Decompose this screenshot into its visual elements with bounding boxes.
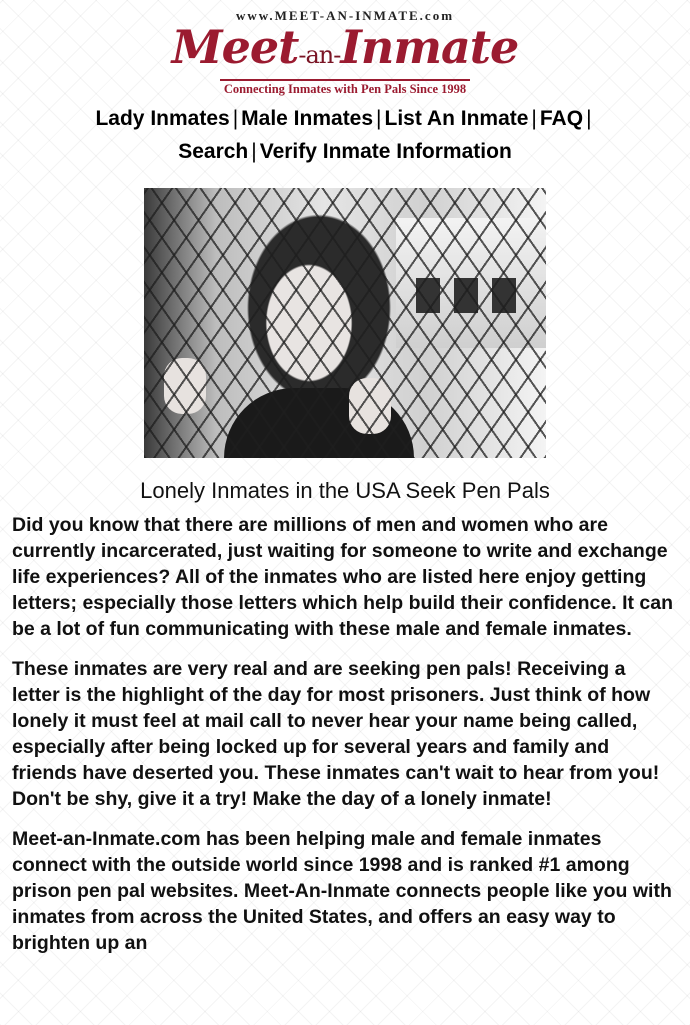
nav-verify-inmate-information[interactable]: Verify Inmate Information: [259, 140, 512, 163]
logo-word-inmate: Inmate: [340, 20, 519, 74]
nav-faq[interactable]: FAQ: [539, 107, 584, 130]
main-nav: [0, 102, 690, 168]
intro-paragraph-3: Meet-an-Inmate.com has been helping male and female inmates connect with the outside world since 1998 and is ranked #1 among prison pen pal websites. Meet-An-Inmate connects people like you with inmates from across the United States, and offers an easy way to brighten up an: [12, 828, 672, 954]
site-logo[interactable]: [0, 20, 690, 78]
hero-image-wrapper: [0, 188, 690, 458]
nav-search[interactable]: Search: [178, 140, 249, 163]
photo-chain-link-fence: [144, 188, 546, 458]
main-content: [0, 478, 690, 956]
page-title: Lonely Inmates in the USA Seek Pen Pals: [140, 478, 550, 503]
nav-separator: |: [376, 107, 382, 130]
hero-photo-woman-behind-fence: [144, 188, 546, 458]
nav-separator: |: [531, 107, 537, 130]
nav-list-an-inmate[interactable]: List An Inmate: [384, 107, 529, 130]
logo-word-meet: Meet: [171, 20, 299, 74]
nav-separator: |: [232, 107, 239, 130]
intro-paragraph-1: Did you know that there are millions of men and women who are currently incarcerated, just waiting for someone to write and exchange life experiences? All of the inmates who are listed here enjoy getting letters; especially those letters which help build their confidence. It can be a lot of fun communicating with these male and female inmates.: [12, 514, 674, 640]
site-url: www.MEET-AN-INMATE.com: [235, 8, 455, 23]
nav-male-inmates[interactable]: Male Inmates: [241, 107, 374, 130]
logo-word-an: -an-: [298, 41, 341, 69]
nav-separator: |: [586, 107, 592, 130]
intro-paragraph-2: These inmates are very real and are seeking pen pals! Receiving a letter is the highlight of the day for most prisoners. Just think of how lonely it must feel at mail call to never hear your name being called, especially after being locked up for several years and family and friends have deserted you. These inmates can't wait to hear from you! Don't be shy, give it a try! Make the day of a lonely inmate!: [12, 658, 660, 810]
nav-lady-inmates[interactable]: Lady Inmates: [95, 107, 230, 130]
site-tagline: Connecting Inmates with Pen Pals Since 1998: [220, 79, 470, 97]
site-header: [0, 0, 690, 98]
nav-separator: |: [251, 140, 257, 163]
